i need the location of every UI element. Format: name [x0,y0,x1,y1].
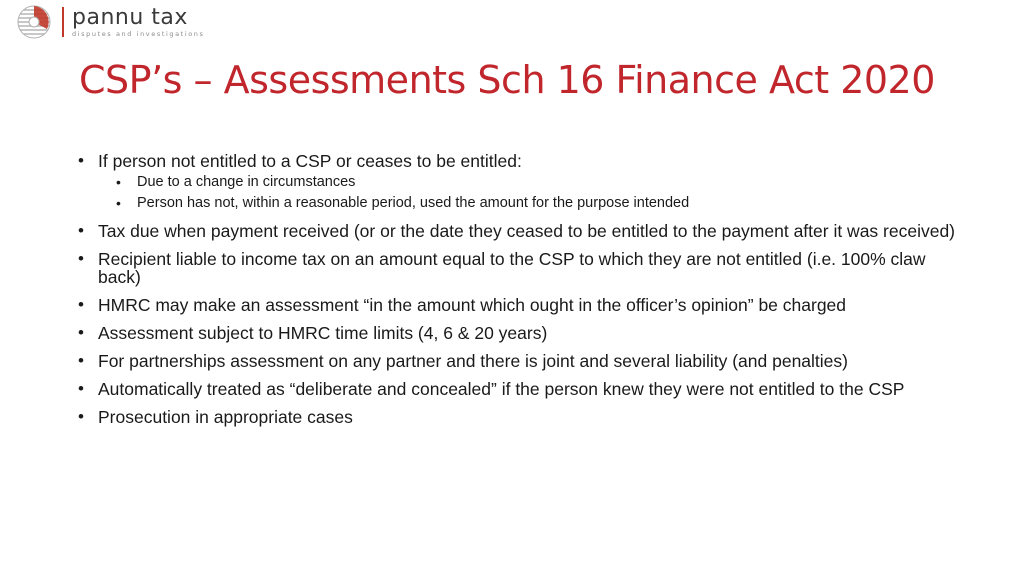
bullet-item: • Assessment subject to HMRC time limits (4, 6 & 20 years) [78,324,958,342]
logo-text [72,4,205,38]
company-logo [14,4,205,40]
bullet-list [78,152,958,426]
sub-bullet-list [116,174,958,212]
bullet-item: • Recipient liable to income tax on an amount equal to the CSP to which they are not entitled (i.e. 100% claw back) [78,250,958,286]
slide-body [78,152,958,436]
sub-bullet-item: • Due to a change in circumstances [116,174,958,191]
bullet-item [78,152,958,212]
logo-globe-icon [14,4,54,40]
logo-divider [62,7,64,37]
slide-title: CSP’s – Assessments Sch 16 Finance Act 2020 [79,58,935,102]
bullet-item: • HMRC may make an assessment “in the amount which ought in the officer’s opinion” be charged [78,296,958,314]
bullet-item: • Prosecution in appropriate cases [78,408,958,426]
bullet-item: • Tax due when payment received (or or the date they ceased to be entitled to the payment after it was received) [78,222,958,240]
sub-bullet-item: • Person has not, within a reasonable period, used the amount for the purpose intended [116,195,958,212]
logo-name: pannu tax [72,4,188,30]
bullet-item: • Automatically treated as “deliberate and concealed” if the person knew they were not entitled to the CSP [78,380,958,398]
bullet-text: If person not entitled to a CSP or ceases to be entitled: [98,151,522,171]
logo-tagline: disputes and investigations [72,29,205,38]
bullet-item: • For partnerships assessment on any partner and there is joint and several liability (and penalties) [78,352,958,370]
